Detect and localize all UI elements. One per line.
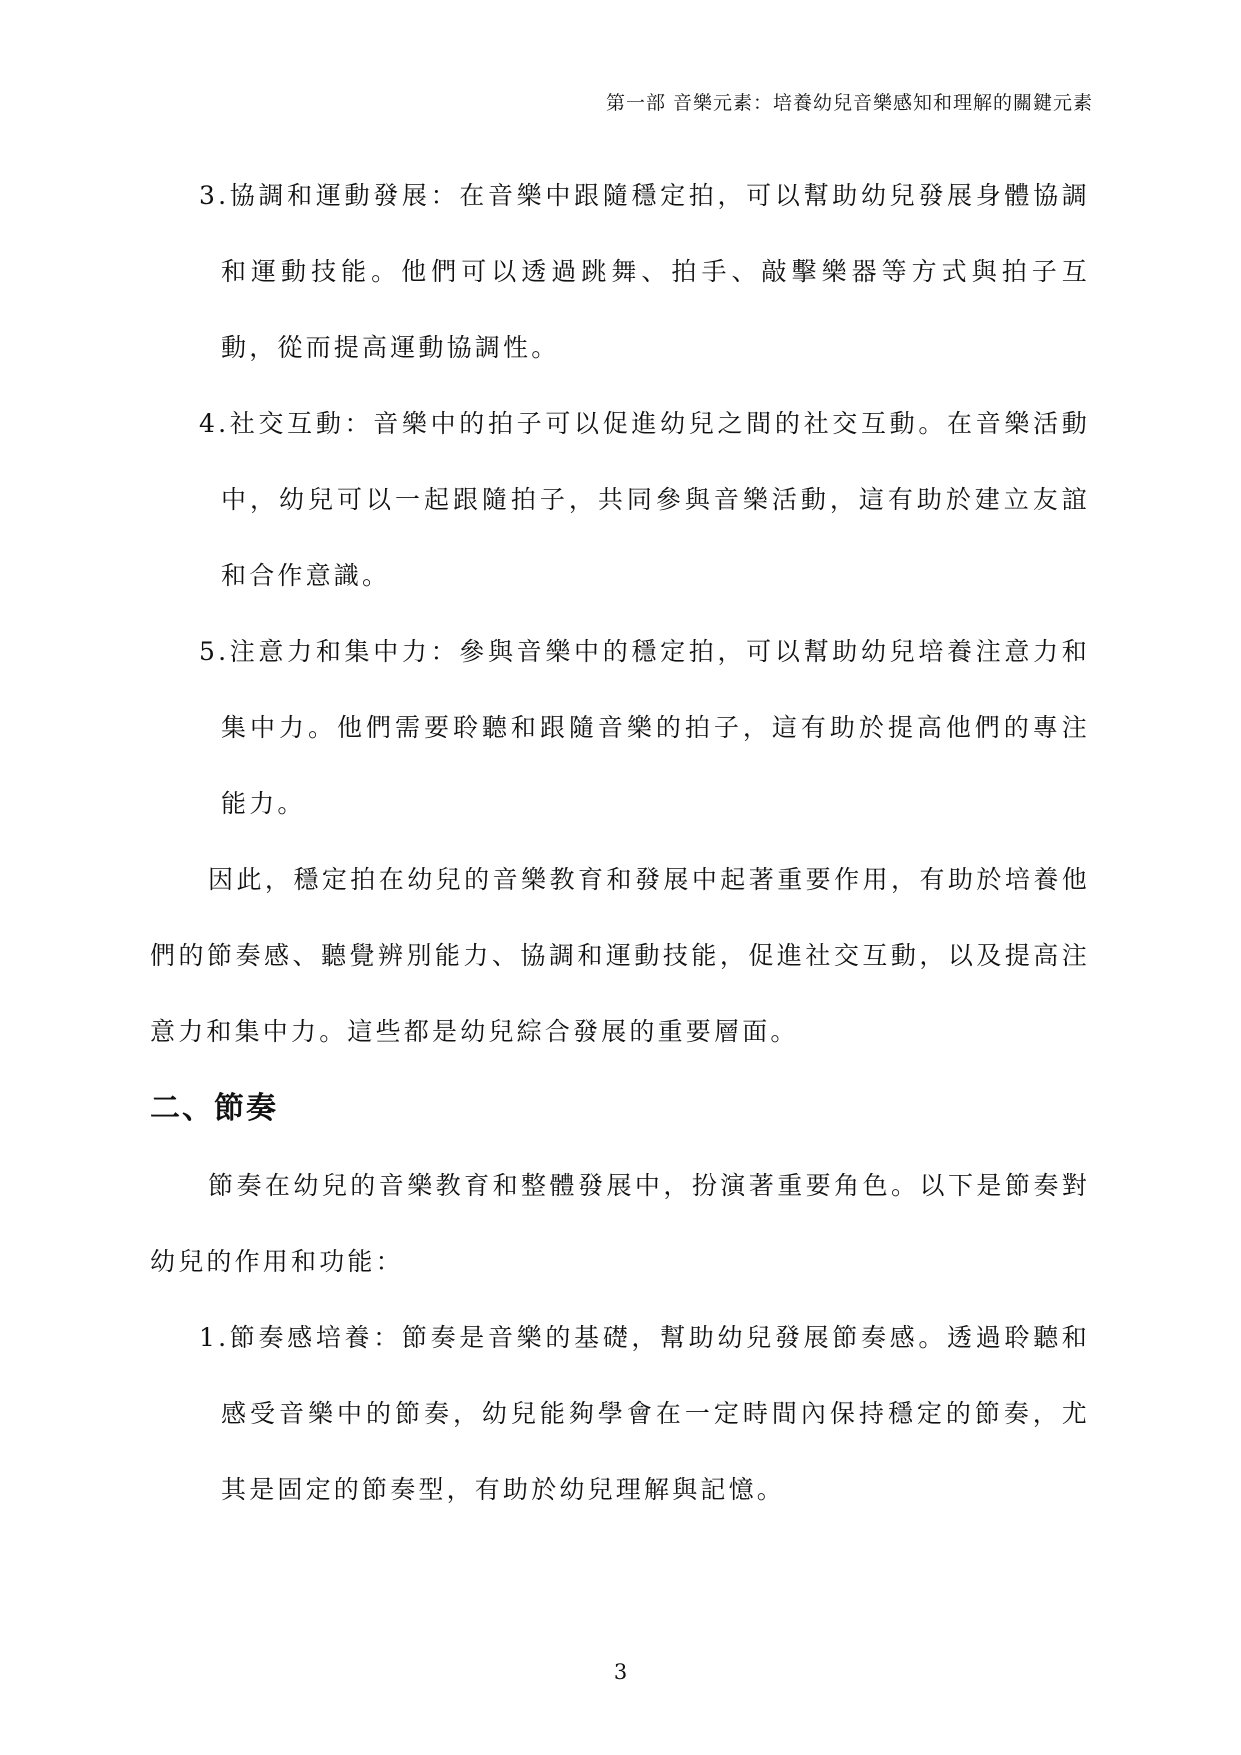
intro-paragraph: 節奏在幼兒的音樂教育和整體發展中，扮演著重要角色。以下是節奏對幼兒的作用和功能： [150,1171,1090,1276]
body-text [150,158,1090,1528]
running-header: 第一部 音樂元素：培養幼兒音樂感知和理解的關鍵元素 [605,92,1093,114]
page-number: 3 [613,1660,628,1684]
list-item-coordination: 3.協調和運動發展：在音樂中跟隨穩定拍，可以幫助幼兒發展身體協調和運動技能。他們可以透過跳舞、拍手、敲擊樂器等方式與拍子互動，從而提高運動協調性。 [199,181,1090,362]
list-item-attention: 5.注意力和集中力：參與音樂中的穩定拍，可以幫助幼兒培養注意力和集中力。他們需要聆聽和跟隨音樂的拍子，這有助於提高他們的專注能力。 [199,637,1090,818]
list-item-social-interaction: 4.社交互動：音樂中的拍子可以促進幼兒之間的社交互動。在音樂活動中，幼兒可以一起跟隨拍子，共同參與音樂活動，這有助於建立友誼和合作意識。 [199,409,1090,590]
section-heading-rhythm: 二、節奏 [150,1091,278,1126]
summary-paragraph: 因此，穩定拍在幼兒的音樂教育和發展中起著重要作用，有助於培養他們的節奏感、聽覺辨別能力、協調和運動技能，促進社交互動，以及提高注意力和集中力。這些都是幼兒綜合發展的重要層面。 [150,865,1090,1046]
list-item-rhythm-sense: 1.節奏感培養：節奏是音樂的基礎，幫助幼兒發展節奏感。透過聆聽和感受音樂中的節奏，幼兒能夠學會在一定時間內保持穩定的節奏，尤其是固定的節奏型，有助於幼兒理解與記憶。 [199,1323,1090,1504]
